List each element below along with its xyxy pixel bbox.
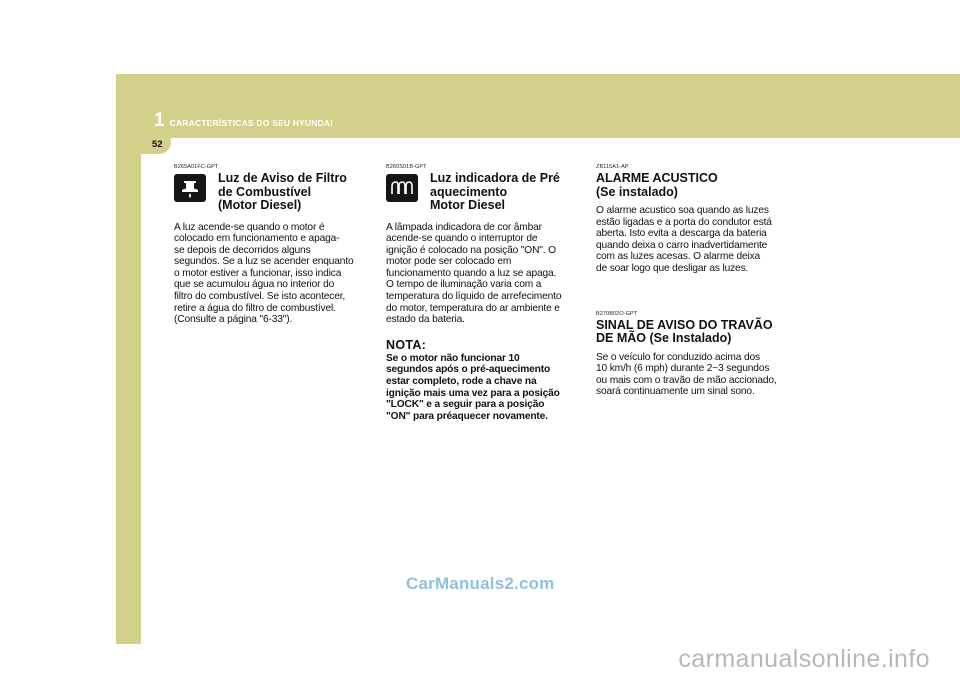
text-line: aberta. Isto evita a descarga da bateria: [596, 228, 767, 240]
heading-line: Motor Diesel: [430, 198, 506, 212]
text-line: do motor, temperatura do ar ambiente e: [386, 302, 560, 314]
text-line: A lâmpada indicadora de cor âmbar: [386, 221, 542, 233]
text-line: (Consulte a página "6-33").: [174, 314, 293, 326]
note-line: "LOCK" e a seguir para a posição: [386, 399, 545, 411]
watermark-link[interactable]: CarManuals2.com: [406, 574, 555, 593]
glow-plug-icon: [386, 174, 418, 202]
text-line: quando deixa o carro inadvertidamente: [596, 239, 768, 251]
heading-line: ALARME ACUSTICO: [596, 171, 718, 185]
text-line: acende-se quando o interruptor de: [386, 233, 538, 245]
section-heading: [596, 319, 792, 346]
text-line: com as luzes acesas. O alarme deixa: [596, 251, 761, 263]
text-line: funcionamento quando a luz se apaga.: [386, 267, 557, 279]
handbrake-section: [596, 311, 792, 398]
note-line: estar completo, rode a chave na: [386, 376, 537, 388]
text-line: que se acumulou água no interior do: [174, 279, 335, 291]
text-line: de soar logo que desligar as luzes.: [596, 262, 749, 274]
section-heading: [596, 172, 792, 199]
text-line: filtro do combustível. Se isto acontecer,: [174, 291, 346, 303]
note-line: ignição mais uma vez para a posição: [386, 387, 560, 399]
heading-row: [174, 172, 370, 213]
body-paragraph: [596, 205, 792, 275]
heading-line: Luz de Aviso de Filtro: [218, 171, 347, 185]
section-heading: [430, 172, 560, 213]
heading-line: (Motor Diesel): [218, 198, 302, 212]
text-line: colocado em funcionamento e apaga-: [174, 233, 340, 245]
reference-code: ZB115A1-AP: [596, 164, 629, 170]
fuel-filter-water-icon: [174, 174, 206, 202]
text-line: O tempo de iluminação varia com a: [386, 279, 542, 291]
heading-line: SINAL DE AVISO DO TRAVÃO: [596, 317, 773, 332]
text-line: se depois de decorridos alguns: [174, 244, 311, 256]
section-number: 1: [154, 110, 165, 131]
text-line: retire a água do filtro de combustível.: [174, 302, 336, 314]
note-title: NOTA:: [386, 337, 427, 352]
heading-line: DE MÃO (Se Instalado): [596, 331, 732, 346]
column-glow-plug-indicator: [386, 164, 582, 422]
text-line: soará continuamente um sinal sono.: [596, 386, 755, 398]
heading-line: (Se instalado): [596, 184, 678, 199]
text-line: segundos. Se a luz se acender enquanto: [174, 256, 354, 268]
note-body: [386, 353, 582, 423]
text-line: temperatura do líquido de arrefecimento: [386, 291, 562, 303]
reference-code: B270B02O-GPT: [596, 310, 638, 317]
text-line: Se o veículo for conduzido acima dos: [596, 351, 760, 363]
chapter-header: [116, 108, 333, 134]
heading-line: Luz indicadora de Pré: [430, 171, 560, 185]
text-line: ignição é colocado na posição "ON". O: [386, 244, 556, 256]
note-line: "ON" para préaquecer novamente.: [386, 410, 548, 422]
body-paragraph: [386, 222, 582, 326]
text-line: ou mais com o travão de mão accionado,: [596, 374, 777, 386]
heading-line: de Combustível: [218, 184, 312, 199]
column-alarm-and-handbrake: [596, 164, 792, 398]
reference-code: B265A01FC-GPT: [174, 164, 219, 170]
text-line: A luz acende-se quando o motor é: [174, 221, 325, 233]
text-line: estado da bateria.: [386, 314, 465, 326]
text-line: estão ligadas e a porta do condutor está: [596, 216, 772, 228]
heading-line: aquecimento: [430, 184, 508, 199]
body-paragraph: [596, 352, 792, 398]
footer-site-link[interactable]: carmanualsonline.info: [678, 645, 930, 673]
note-line: segundos após o pré-aquecimento: [386, 364, 551, 376]
note-line: Se o motor não funcionar 10: [386, 352, 520, 364]
text-line: motor pode ser colocado em: [386, 256, 512, 268]
reference-code: B260S01B-GPT: [386, 164, 427, 170]
column-fuel-filter-warning: [174, 164, 370, 326]
text-line: o motor estiver a funcionar, isso indica: [174, 267, 342, 279]
section-title: CARACTERÍSTICAS DO SEU HYUNDAI: [169, 118, 333, 128]
heading-row: [386, 172, 582, 213]
text-line: O alarme acustico soa quando as luzes: [596, 205, 769, 216]
page-number: 52: [152, 139, 163, 150]
section-heading: [218, 172, 347, 213]
body-paragraph: [174, 222, 370, 326]
text-line: 10 km/h (6 mph) durante 2~3 segundos: [596, 363, 770, 375]
